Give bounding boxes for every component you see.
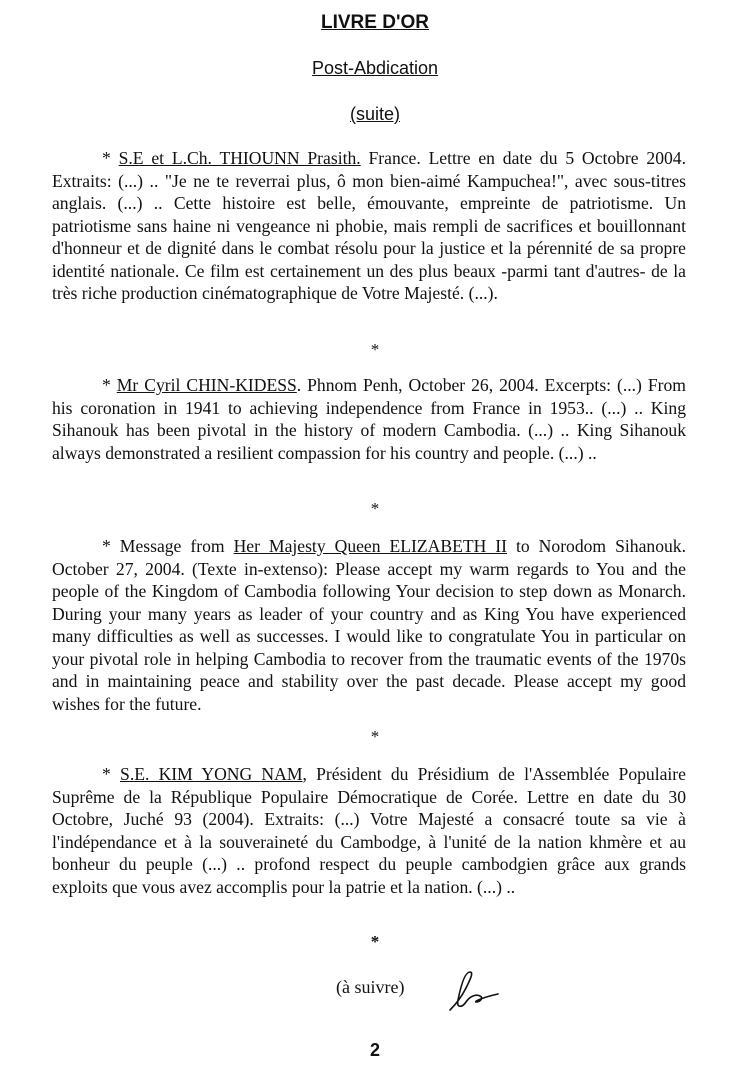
guestbook-entry xyxy=(52,147,686,305)
entry-text: to Norodom Sihanouk. October 27, 2004. (Texte in-extenso): Please accept my warm regards to You and the people of the Kingdom of Cambodia following Your decision to step down as Monarch. During your many years as leader of your country and as King You have experienced many difficulties as well as successes. I would like to congratulate You in particular on your pivotal role in helping Cambodia to recover from the traumatic events of the 1970s and in maintaining peace and stability over the past decade. Please accept my good wishes for the future. xyxy=(52,536,686,714)
to-be-continued: (à suivre) xyxy=(336,977,405,997)
entry-text: France. Lettre en date du 5 Octobre 2004. Extraits: (...) .. "Je ne te reverrai plus, ô mon bien-aimé Kampuchea!", avec sous-titres anglais. (...) .. Cette histoire est belle, émouvante, empreinte de patriotisme. Un patriotisme sans haine ni vengeance ni phobie, mais rempli de sacrifices et bouillonnant d'honneur et de dignité dans le combat résolu pour la justice et la pérennité de sa propre identité nationale. Ce film est certainement un des plus beaux -parmi tant d'autres- de la très riche production cinématographique de Votre Majesté. (...). xyxy=(52,148,686,303)
entry-bullet: * xyxy=(102,148,119,168)
continuation-label: (suite) xyxy=(349,104,400,124)
entry-author: S.E. KIM YONG NAM xyxy=(120,764,303,784)
entry-bullet: * xyxy=(102,375,117,395)
entry-text: , Président du Présidium de l'Assemblée Populaire Suprême de la République Populaire Démocratique de Corée. Lettre en date du 30 Octobre, Juché 93 (2004). Extraits: (...) Votre Majesté a consacré toute sa vie à l'indépendance et à la souveraineté du Cambodge, à l'unité de la nation khmère et au bonheur du peuple (...) .. profond respect du peuple cambodgien grâce aux grands exploits que vous avez accomplis pour la patrie et la nation. (...) .. xyxy=(52,764,686,897)
entry-text: . Phnom Penh, October 26, 2004. Excerpts: (...) From his coronation in 1941 to achieving independence from France in 1953.. (...) .. King Sihanouk has been pivotal in the history of modern Cambodia. (...) .. King Sihanouk always demonstrated a resilient compassion for his country and people. (...) .. xyxy=(52,375,686,463)
entry-prefix: Message from xyxy=(119,536,234,556)
guestbook-entry xyxy=(52,374,686,464)
separator-star: * xyxy=(370,727,380,746)
entry-author: S.E et L.Ch. THIOUNN Prasith. xyxy=(118,148,361,168)
separator-star: * xyxy=(370,340,380,359)
guestbook-entry xyxy=(52,763,686,898)
guestbook-entry xyxy=(52,535,686,715)
entry-bullet: * xyxy=(102,536,120,556)
page-title: LIVRE D'OR xyxy=(321,12,429,33)
entry-bullet: * xyxy=(102,764,121,784)
separator-star: * xyxy=(370,932,380,951)
separator-star: * xyxy=(370,499,380,518)
page-number: 2 xyxy=(369,1040,380,1060)
page-subtitle: Post-Abdication xyxy=(311,58,439,78)
entry-author: Her Majesty Queen ELIZABETH II xyxy=(233,536,507,556)
entry-author: Mr Cyril CHIN-KIDESS xyxy=(116,375,297,395)
signature-icon xyxy=(446,966,502,1014)
